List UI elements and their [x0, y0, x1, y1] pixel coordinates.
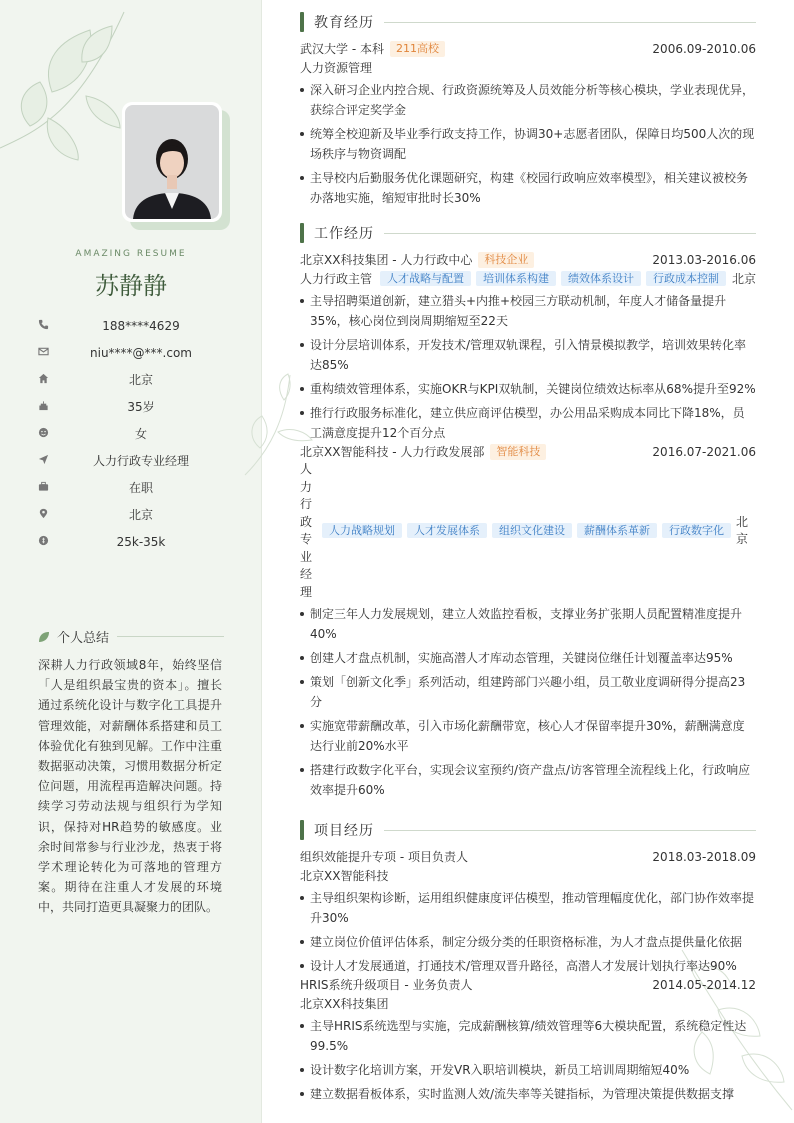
company-badge: 科技企业	[478, 252, 534, 268]
status-value: 在职	[128, 481, 153, 495]
education-heading	[300, 12, 756, 32]
list-item: 主导校内后勤服务优化课题研究，构建《校园行政响应效率模型》，相关建议被校务办落地实施，缩短审批时长30%	[300, 168, 756, 208]
info-salary	[36, 528, 226, 555]
briefcase-icon	[38, 481, 49, 492]
skill-tag: 组织文化建设	[492, 523, 572, 538]
job-role-line	[300, 269, 756, 288]
list-item: 推行行政服务标准化，建立供应商评估模型，办公用品采购成本同比下降18%，员工满意度提升12个百分点	[300, 403, 756, 443]
avatar	[122, 102, 222, 222]
leaf-icon	[38, 631, 50, 643]
info-phone	[36, 312, 226, 339]
list-item: 设计分层培训体系，开发技术/管理双轨课程，引入情景模拟教学，培训效果转化率达85%	[300, 335, 756, 375]
job-header-line	[300, 250, 756, 269]
skill-tag: 绩效体系设计	[561, 271, 641, 286]
summary-title: 个人总结	[57, 631, 110, 646]
project-date: 2014.05-2014.12	[652, 977, 756, 992]
info-status	[36, 474, 226, 501]
location-pin-icon	[38, 508, 49, 519]
send-icon	[38, 454, 49, 465]
job-header-line	[300, 442, 756, 461]
skill-tag: 人才战略与配置	[380, 271, 471, 286]
projects-title: 项目经历	[314, 823, 374, 839]
work-heading	[300, 223, 756, 243]
list-item: 建立数据看板体系，实时监测人效/流失率等关键指标，为管理决策提供数据支撑	[300, 1084, 756, 1104]
school-badge: 211高校	[390, 41, 445, 57]
job-company: 北京XX科技集团 - 人力行政中心	[300, 253, 473, 267]
job-date: 2016.07-2021.06	[652, 444, 756, 459]
home-value: 北京	[128, 373, 153, 387]
job-bullets	[300, 604, 756, 800]
list-item: 重构绩效管理体系，实施OKR与KPI双轨制，关键岗位绩效达标率从68%提升至92%	[300, 379, 756, 399]
sidebar	[0, 0, 262, 1123]
skill-tag: 人才发展体系	[407, 523, 487, 538]
gender-icon	[38, 427, 49, 438]
project-company: 北京XX科技集团	[300, 997, 389, 1011]
portrait-icon	[125, 105, 219, 219]
list-item: 设计人才发展通道，打通技术/管理双晋升路径，高潜人才发展计划执行率达90%	[300, 956, 756, 976]
skill-tag: 行政成本控制	[646, 271, 726, 286]
list-item: 创建人才盘点机制，实施高潜人才库动态管理，关键岗位继任计划覆盖率达95%	[300, 648, 756, 668]
education-bullets	[300, 80, 756, 208]
project-name: HRIS系统升级项目 - 业务负责人	[300, 978, 473, 992]
job-role: 人力行政专业经理	[300, 462, 313, 599]
major-name: 人力资源管理	[300, 61, 373, 75]
section-divider	[384, 830, 756, 831]
list-item: 主导HRIS系统选型与实施，完成薪酬核算/绩效管理等6大模块配置，系统稳定性达99.5%	[300, 1016, 756, 1056]
project-header-line	[300, 975, 756, 994]
email-icon	[38, 346, 49, 357]
list-item: 统筹全校迎新及毕业季行政支持工作，协调30+志愿者团队，保障日均500人次的现场秩序与物资调配	[300, 124, 756, 164]
resume-tagline: AMAZING RESUME	[75, 249, 187, 259]
section-accent-bar	[300, 223, 304, 243]
education-date: 2006.09-2010.06	[652, 41, 756, 56]
project-company-line	[300, 866, 756, 885]
gender-value: 女	[134, 427, 147, 441]
project-name: 组织效能提升专项 - 项目负责人	[300, 850, 468, 864]
job-city: 北京	[731, 272, 756, 286]
project-entry-1	[300, 847, 756, 980]
project-date: 2018.03-2018.09	[652, 849, 756, 864]
job-date: 2013.03-2016.06	[652, 252, 756, 267]
project-company-line	[300, 994, 756, 1013]
job-company: 北京XX智能科技 - 人力行政发展部	[300, 445, 485, 459]
summary-heading	[38, 627, 224, 646]
age-value: 35岁	[127, 400, 155, 414]
list-item: 主导组织架构诊断，运用组织健康度评估模型，推动管理幅度优化，部门协作效率提升30%	[300, 888, 756, 928]
education-title: 教育经历	[314, 15, 374, 31]
list-item: 深入研习企业内控合规、行政资源统筹及人员效能分析等核心模块，学业表现优异，获综合评定奖学金	[300, 80, 756, 120]
salary-icon	[38, 535, 49, 546]
major-line	[300, 58, 756, 77]
work-title: 工作经历	[314, 226, 374, 242]
project-company: 北京XX智能科技	[300, 869, 389, 883]
info-position	[36, 447, 226, 474]
skill-tag: 行政数字化	[662, 523, 731, 538]
job-role-line	[300, 461, 756, 601]
list-item: 实施宽带薪酬改革，引入市场化薪酬带宽，核心人才保留率提升30%，薪酬满意度达行业前20%水平	[300, 716, 756, 756]
phone-icon	[38, 319, 49, 330]
skill-tag: 人力战略规划	[322, 523, 402, 538]
info-email	[36, 339, 226, 366]
email-value: niu****@***.com	[90, 345, 192, 360]
contact-info-list	[36, 312, 226, 555]
job-entry-1	[300, 250, 756, 447]
list-item: 搭建行政数字化平台，实现会议室预约/资产盘点/访客管理全流程线上化，行政响应效率提升60%	[300, 760, 756, 800]
location-value: 北京	[128, 508, 153, 522]
projects-heading	[300, 820, 756, 840]
info-location	[36, 501, 226, 528]
skill-tag: 薪酬体系革新	[577, 523, 657, 538]
salary-value: 25k-35k	[116, 534, 166, 549]
summary-divider	[117, 636, 224, 637]
home-icon	[38, 373, 49, 384]
list-item: 策划「创新文化季」系列活动，组建跨部门兴趣小组，员工敬业度调研得分提高23分	[300, 672, 756, 712]
phone-value: 188****4629	[102, 318, 180, 333]
cake-icon	[38, 400, 49, 411]
project-header-line	[300, 847, 756, 866]
job-city: 北京	[736, 514, 749, 546]
list-item: 设计数字化培训方案，开发VR入职培训模块，新员工培训周期缩短40%	[300, 1060, 756, 1080]
list-item: 建立岗位价值评估体系，制定分级分类的任职资格标准，为人才盘点提供量化依据	[300, 932, 756, 952]
list-item: 主导招聘渠道创新，建立猎头+内推+校园三方联动机制，年度人才储备量提升35%，核心岗位到岗周期缩短至22天	[300, 291, 756, 331]
candidate-name: 苏静静	[95, 272, 167, 300]
project-bullets	[300, 888, 756, 976]
project-bullets	[300, 1016, 756, 1104]
education-header-line	[300, 39, 756, 58]
project-entry-2	[300, 975, 756, 1108]
info-gender	[36, 420, 226, 447]
job-entry-2	[300, 442, 756, 804]
job-bullets	[300, 291, 756, 443]
education-entry	[300, 39, 756, 212]
section-accent-bar	[300, 820, 304, 840]
section-divider	[384, 22, 756, 23]
job-role: 人力行政主管	[300, 272, 373, 286]
section-divider	[384, 233, 756, 234]
school-name: 武汉大学 - 本科	[300, 42, 384, 56]
position-value: 人力行政专业经理	[92, 454, 189, 468]
summary-text: 深耕人力行政领域8年，始终坚信「人是组织最宝贵的资本」。擅长通过系统化设计与数字化工具提升管理效能，对薪酬体系搭建和员工体验优化有独到见解。工作中注重数据驱动决策，习惯用数据分析定位问题，用流程再造解决问题。持续学习劳动法规与组织行为学知识，保持对HR趋势的敏感度。业余时间常参与行业沙龙，热衷于将学术理论转化为可落地的管理方案。期待在注重人才发展的环境中，共同打造更具凝聚力的团队。	[38, 658, 222, 915]
company-badge: 智能科技	[490, 444, 546, 460]
info-age	[36, 393, 226, 420]
skill-tag: 培训体系构建	[476, 271, 556, 286]
section-accent-bar	[300, 12, 304, 32]
list-item: 制定三年人力发展规划，建立人效监控看板，支撑业务扩张期人员配置精准度提升40%	[300, 604, 756, 644]
info-home	[36, 366, 226, 393]
